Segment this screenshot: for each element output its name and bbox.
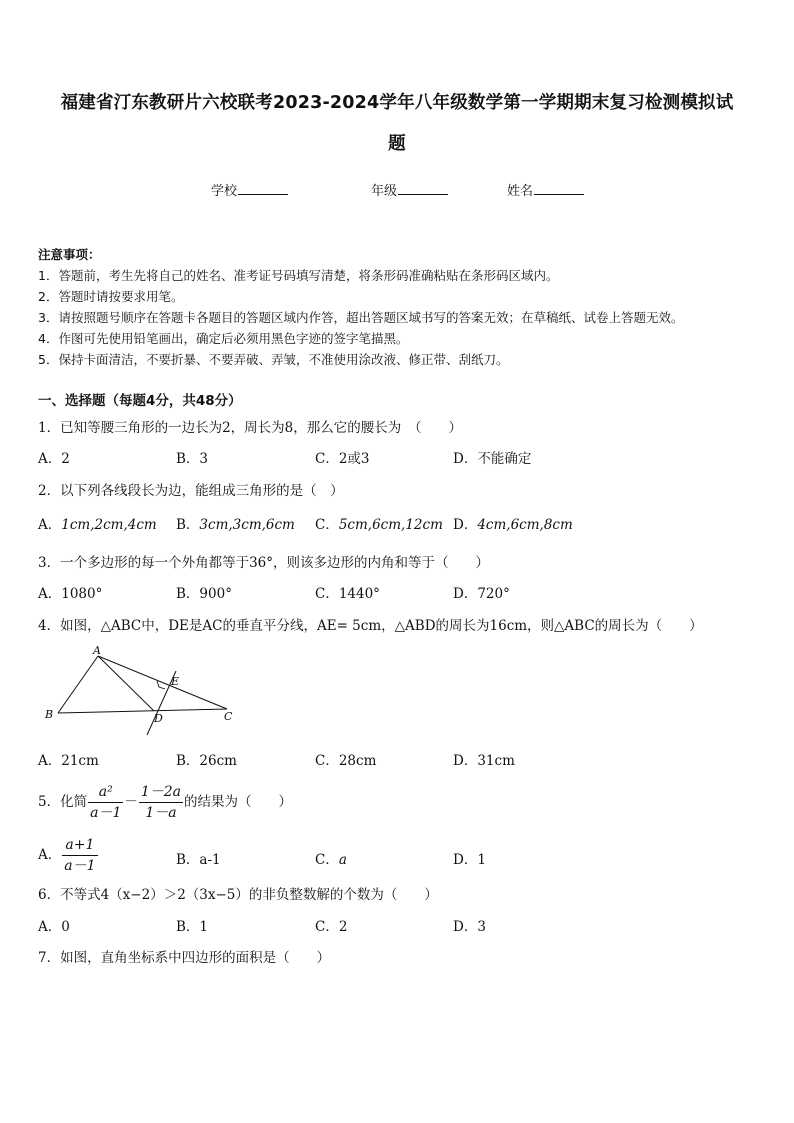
name-field bbox=[507, 180, 584, 199]
label-e: E bbox=[171, 675, 180, 688]
q4-option-c: C．28cm bbox=[315, 753, 377, 769]
label-b: B bbox=[45, 708, 54, 721]
question-3-stem: 3．一个多边形的每一个外角都等于36°，则该多边形的内角和等于（ ） bbox=[38, 555, 490, 571]
q5-option-a bbox=[38, 835, 99, 876]
q4-option-b: B．26cm bbox=[176, 753, 237, 769]
q6-option-c: C．2 bbox=[315, 919, 348, 935]
q5-option-c-value: a bbox=[338, 852, 347, 868]
grade-label: 年级 bbox=[371, 184, 398, 199]
q5-fraction-1-denominator: a－1 bbox=[90, 805, 122, 821]
school-blank bbox=[238, 182, 288, 195]
q2-option-a-label: A． bbox=[38, 517, 62, 533]
note-item: 4．作图可先使用铅笔画出，确定后必须用黑色字迹的签字笔描黑。 bbox=[38, 331, 409, 346]
q4-option-a: A．21cm bbox=[38, 753, 99, 769]
q3-option-d: D．720° bbox=[453, 586, 510, 602]
q5-option-a-numerator: a+1 bbox=[62, 835, 97, 856]
q5-prefix: 5．化简 bbox=[38, 794, 88, 810]
q6-option-b: B．1 bbox=[176, 919, 209, 935]
q5-option-c bbox=[315, 848, 347, 868]
q1-option-b: B．3 bbox=[176, 451, 209, 467]
q5-option-a-label: A． bbox=[38, 847, 62, 863]
q2-option-b-label: B． bbox=[176, 517, 200, 533]
q5-option-d: D．1 bbox=[453, 852, 486, 868]
q5-minus: － bbox=[124, 794, 138, 810]
name-blank bbox=[534, 182, 584, 195]
question-1-stem: 1．已知等腰三角形的一边长为2，周长为8，那么它的腰长为 （ ） bbox=[38, 420, 463, 436]
label-d: D bbox=[154, 712, 163, 725]
question-2-stem: 2．以下列各线段长为边，能组成三角形的是（ ） bbox=[38, 483, 344, 499]
q2-option-c bbox=[315, 513, 443, 533]
q2-option-d-value: 4cm,6cm,8cm bbox=[477, 517, 573, 533]
q2-option-a bbox=[38, 513, 157, 533]
note-item: 5．保持卡面清洁，不要折暴、不要弄破、弄皱，不准使用涂改液、修正带、刮纸刀。 bbox=[38, 352, 509, 367]
q6-option-d: D．3 bbox=[453, 919, 486, 935]
q3-option-a: A．1080° bbox=[38, 586, 103, 602]
q5-fraction-1-numerator: a² bbox=[88, 782, 123, 803]
question-4-stem: 4．如图，△ABC中，DE是AC的垂直平分线，AE= 5cm，△ABD的周长为16cm，则△ABC的周长为（ ） bbox=[38, 618, 703, 634]
q2-option-d bbox=[453, 513, 573, 533]
q2-option-a-value: 1cm,2cm,4cm bbox=[61, 517, 157, 533]
q6-option-a: A．0 bbox=[38, 919, 70, 935]
note-item: 3．请按照题号顺序在答题卡各题目的答题区域内作答，超出答题区域书写的答案无效；在草稿纸、试卷上答题无效。 bbox=[38, 310, 684, 325]
q2-option-b bbox=[176, 513, 295, 533]
question-5-stem bbox=[38, 782, 292, 823]
grade-field bbox=[371, 180, 448, 199]
segment-ad bbox=[98, 656, 154, 711]
question-6-stem: 6．不等式4（x−2）＞2（3x−5）的非负整数解的个数为（ ） bbox=[38, 887, 438, 903]
segment-ab bbox=[58, 656, 98, 713]
q5-option-c-label: C． bbox=[315, 852, 339, 868]
q3-option-c: C．1440° bbox=[315, 586, 380, 602]
notes-heading: 注意事项： bbox=[38, 247, 101, 262]
label-a: A bbox=[93, 644, 101, 657]
q5-fraction-2-denominator: 1－a bbox=[145, 805, 177, 821]
q5-option-a-fraction bbox=[62, 835, 97, 876]
q5-option-b: B．a-1 bbox=[176, 852, 221, 868]
q5-option-a-denominator: a－1 bbox=[64, 858, 96, 874]
school-label: 学校 bbox=[211, 184, 238, 199]
q2-option-b-value: 3cm,3cm,6cm bbox=[199, 517, 295, 533]
segment-bc bbox=[58, 709, 227, 713]
question-7-stem: 7．如图，直角坐标系中四边形的面积是（ ） bbox=[38, 950, 331, 966]
name-label: 姓名 bbox=[507, 184, 534, 199]
q5-fraction-1 bbox=[88, 782, 123, 823]
triangle-figure bbox=[40, 642, 245, 742]
q2-option-d-label: D． bbox=[453, 517, 478, 533]
section-heading: 一、选择题（每题4分，共48分） bbox=[38, 393, 242, 409]
q1-option-d: D．不能确定 bbox=[453, 451, 532, 467]
exam-title-line2: 题 bbox=[388, 134, 406, 154]
q3-option-b: B．900° bbox=[176, 586, 232, 602]
q1-option-c: C．2或3 bbox=[315, 451, 370, 467]
q1-option-a: A．2 bbox=[38, 451, 70, 467]
exam-title-line1: 福建省汀东教研片六校联考2023-2024学年八年级数学第一学期期末复习检测模拟试 bbox=[60, 93, 734, 113]
q4-option-d: D．31cm bbox=[453, 753, 515, 769]
grade-blank bbox=[398, 182, 448, 195]
note-item: 1．答题前，考生先将自己的姓名、准考证号码填写清楚，将条形码准确粘贴在条形码区域内。 bbox=[38, 268, 559, 283]
q2-option-c-label: C． bbox=[315, 517, 339, 533]
note-item: 2．答题时请按要求用笔。 bbox=[38, 289, 184, 304]
notes-block bbox=[38, 244, 683, 370]
label-c: C bbox=[224, 710, 233, 723]
q5-fraction-2-numerator: 1－2a bbox=[139, 782, 183, 803]
q5-suffix: 的结果为（ ） bbox=[184, 794, 293, 810]
q5-fraction-2 bbox=[139, 782, 183, 823]
q2-option-c-value: 5cm,6cm,12cm bbox=[338, 517, 443, 533]
school-field bbox=[211, 180, 288, 199]
